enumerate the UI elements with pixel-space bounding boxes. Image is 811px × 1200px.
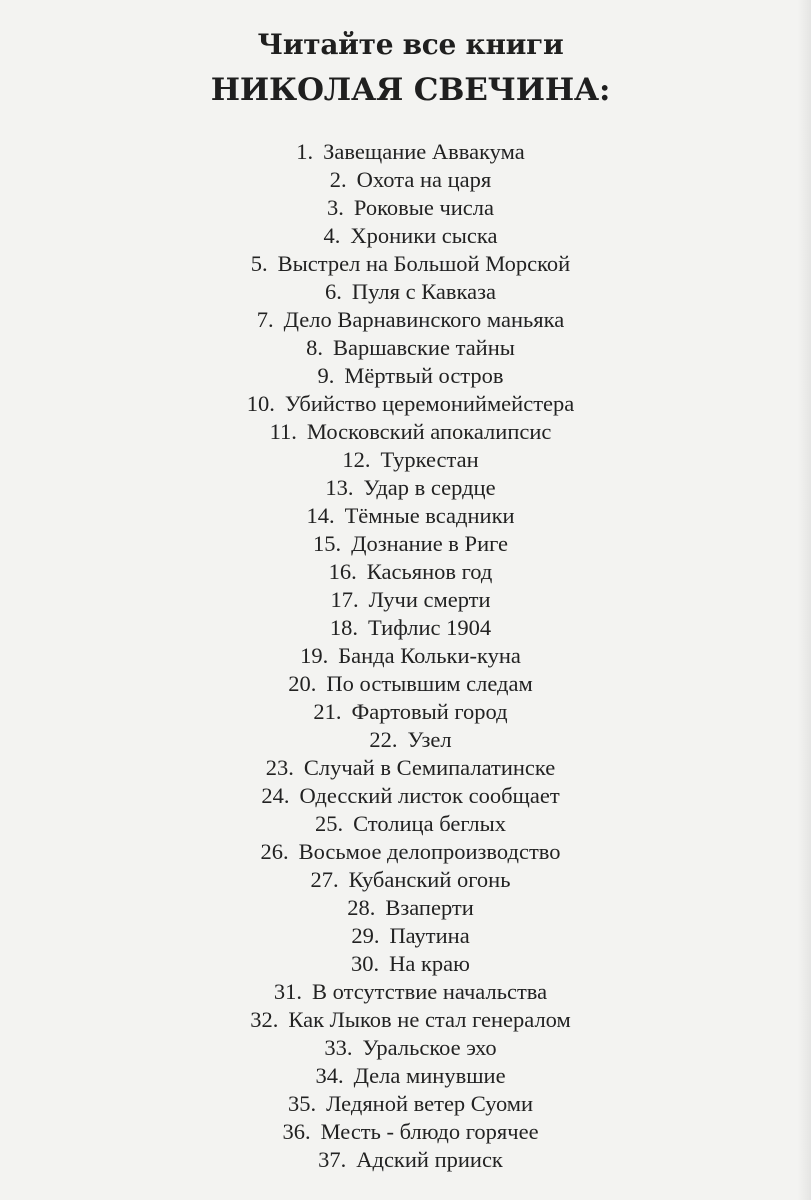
page-heading-line-1: Читайте все книги (257, 28, 564, 61)
book-list-item (0, 474, 811, 502)
book-title: Варшавские тайны (332, 335, 515, 360)
book-title: Туркестан (380, 447, 479, 472)
book-list-item (0, 586, 811, 614)
book-title: Дела минувшие (353, 1063, 506, 1088)
book-title: Паутина (389, 923, 470, 948)
book-number: 11. (269, 419, 297, 444)
book-number: 16. (328, 559, 357, 584)
book-number: 14. (306, 503, 335, 528)
book-title: Адский прииск (356, 1147, 503, 1172)
book-number: 19. (300, 643, 329, 668)
book-number: 25. (314, 811, 344, 836)
book-title: Московский апокалипсис (306, 419, 552, 444)
book-list-item (0, 1006, 811, 1034)
book-number: 22. (369, 727, 398, 752)
book-list-item (0, 866, 811, 894)
book-title: Роковые числа (353, 195, 495, 220)
book-number: 3. (326, 195, 344, 220)
book-number: 7. (256, 307, 274, 332)
book-title: Пуля с Кавказа (351, 279, 496, 304)
book-number: 23. (265, 755, 294, 780)
book-list-item (0, 1034, 811, 1062)
book-list-item (0, 642, 811, 670)
book-number: 12. (342, 447, 371, 472)
book-number: 29. (351, 923, 380, 948)
book-list-item (0, 222, 811, 250)
book-number: 31. (273, 979, 303, 1004)
book-list (0, 138, 811, 1174)
book-number: 18. (329, 615, 358, 640)
book-title: Удар в сердце (363, 475, 496, 500)
book-list-item (0, 278, 811, 306)
book-list-item (0, 950, 811, 978)
book-title: Лучи смерти (368, 587, 491, 612)
book-title: Столица беглых (353, 811, 507, 836)
book-title: Касьянов год (366, 559, 493, 584)
book-number: 13. (325, 475, 354, 500)
book-list-item (0, 894, 811, 922)
book-number: 26. (260, 839, 289, 864)
book-number: 17. (330, 587, 359, 612)
book-number: 36. (282, 1119, 311, 1144)
book-title: Тифлис 1904 (368, 615, 492, 640)
book-title: Банда Кольки-куна (338, 643, 521, 668)
book-list-item (0, 334, 811, 362)
book-list-item (0, 614, 811, 642)
book-list-item (0, 922, 811, 950)
book-list-item (0, 698, 811, 726)
book-number: 6. (325, 279, 342, 304)
book-title: Как Лыков не стал генералом (288, 1007, 571, 1032)
book-number: 37. (318, 1147, 347, 1172)
book-number: 30. (351, 951, 380, 976)
book-title: В отсутствие начальства (312, 979, 548, 1004)
book-number: 5. (250, 251, 268, 276)
book-title: Дознание в Риге (351, 531, 509, 556)
book-title: Тёмные всадники (344, 503, 515, 528)
book-list-item (0, 194, 811, 222)
book-title: Кубанский огонь (348, 867, 511, 892)
book-title: Дело Варнавинского маньяка (283, 307, 565, 332)
page-heading-author: НИКОЛАЯ СВЕЧИНА: (210, 72, 611, 108)
book-number: 24. (261, 783, 290, 808)
book-list-item (0, 1118, 811, 1146)
book-number: 2. (329, 167, 347, 192)
book-title: Хроники сыска (350, 223, 498, 248)
book-list-item (0, 390, 811, 418)
book-title: Ледяной ветер Суоми (326, 1091, 534, 1116)
book-number: 21. (313, 699, 342, 724)
book-number: 35. (287, 1091, 317, 1116)
book-title: Уральское эхо (362, 1035, 497, 1060)
book-title: На краю (389, 951, 470, 976)
book-title: Выстрел на Большой Морской (277, 251, 571, 276)
book-list-item (0, 502, 811, 530)
book-list-item (0, 1090, 811, 1118)
book-number: 4. (323, 223, 341, 248)
book-title: Одесский листок сообщает (299, 783, 560, 808)
book-title: Мёртвый остров (344, 363, 504, 388)
book-list-item (0, 978, 811, 1006)
book-title: Убийство церемониймейстера (284, 391, 575, 416)
book-list-item (0, 166, 811, 194)
book-title: Взаперти (385, 895, 474, 920)
book-list-item (0, 138, 811, 166)
book-number: 8. (306, 335, 323, 360)
book-title: Месть - блюдо горячее (320, 1119, 539, 1144)
book-number: 34. (315, 1063, 344, 1088)
book-list-item (0, 530, 811, 558)
book-title: Завещание Аввакума (323, 139, 525, 164)
book-number: 9. (317, 363, 335, 388)
book-number: 27. (310, 867, 339, 892)
book-title: Восьмое делопроизводство (298, 839, 561, 864)
book-list-item (0, 418, 811, 446)
book-list-item (0, 1146, 811, 1174)
book-list-item (0, 810, 811, 838)
book-title: Случай в Семипалатинске (303, 755, 556, 780)
book-list-item (0, 362, 811, 390)
book-list-item (0, 1062, 811, 1090)
book-list-item (0, 250, 811, 278)
book-title: Фартовый город (351, 699, 508, 724)
book-number: 28. (347, 895, 376, 920)
book-list-item (0, 670, 811, 698)
book-title: Узел (407, 727, 452, 752)
book-number: 15. (312, 531, 342, 556)
book-number: 20. (288, 671, 317, 696)
book-list-item (0, 838, 811, 866)
book-number: 1. (296, 139, 314, 164)
book-list-item (0, 446, 811, 474)
book-number: 10. (246, 391, 275, 416)
book-number: 33. (324, 1035, 353, 1060)
book-list-item (0, 782, 811, 810)
book-list-item (0, 306, 811, 334)
book-list-item (0, 726, 811, 754)
book-title: Охота на царя (356, 167, 492, 192)
book-title: По остывшим следам (326, 671, 533, 696)
book-number: 32. (250, 1007, 279, 1032)
book-list-item (0, 754, 811, 782)
book-list-item (0, 558, 811, 586)
